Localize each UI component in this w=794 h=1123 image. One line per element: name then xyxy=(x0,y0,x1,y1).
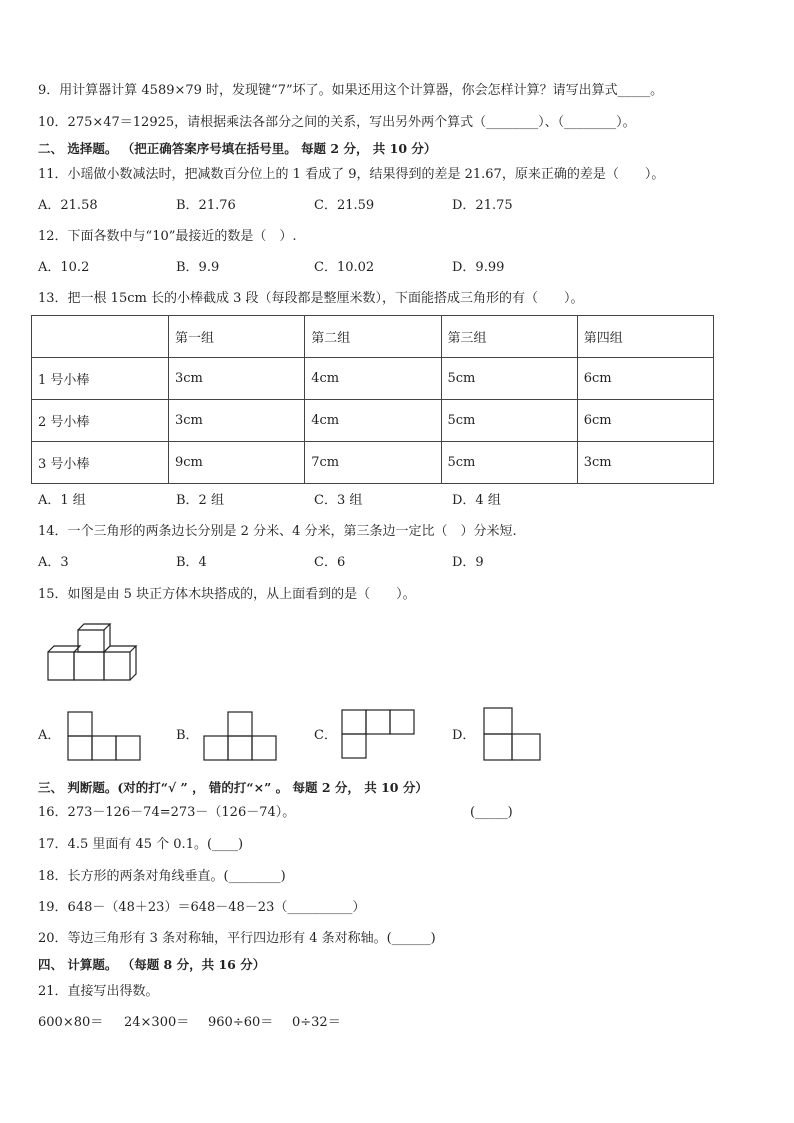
q15-option-d: D． xyxy=(452,728,476,743)
table-header-cell: 第一组 xyxy=(169,316,305,358)
question-16: 16．273－126－74=273－（126－74）。 xyxy=(38,805,296,820)
table-cell: 5cm xyxy=(441,358,577,400)
table-row xyxy=(32,358,714,400)
q15-option-d-view xyxy=(482,706,544,766)
q15-option-b-view xyxy=(202,710,284,766)
calc-item: 0÷32＝ xyxy=(292,1015,341,1030)
table-row xyxy=(32,400,714,442)
question-13-stem: 13．把一根 15cm 长的小棒截成 3 段（每段都是整厘米数），下面能搭成三角形的有（ ）。 xyxy=(38,291,584,306)
q15-option-a-view xyxy=(66,710,146,766)
table-cell: 4cm xyxy=(305,358,441,400)
question-14-stem: 14．一个三角形的两条边长分别是 2 分米、4 分米，第三条边一定比（ ）分米短. xyxy=(38,524,517,539)
q11-option-c: C．21.59 xyxy=(314,198,375,213)
table-header-cell: 第三组 xyxy=(441,316,577,358)
q12-option-a: A．10.2 xyxy=(38,260,90,275)
question-15-stem: 15．如图是由 5 块正方体木块搭成的，从上面看到的是（ ）。 xyxy=(38,587,416,602)
table-cell: 3cm xyxy=(169,358,305,400)
q15-option-c: C． xyxy=(314,728,337,743)
table-header-cell: 第四组 xyxy=(577,316,713,358)
table-header-row xyxy=(32,316,714,358)
q14-option-b: B．4 xyxy=(176,555,207,570)
table-cell: 4cm xyxy=(305,400,441,442)
question-16-blank: (_____) xyxy=(470,805,513,820)
question-19: 19．648－（48＋23）＝648－48－23（__________） xyxy=(38,900,366,915)
calc-item: 960÷60＝ xyxy=(208,1015,274,1030)
calc-item: 24×300＝ xyxy=(124,1015,190,1030)
q14-option-a: A．3 xyxy=(38,555,69,570)
table-cell: 3cm xyxy=(577,442,713,484)
table-cell: 9cm xyxy=(169,442,305,484)
q13-option-c: C．3 组 xyxy=(314,493,363,508)
cube-stack-figure xyxy=(42,620,142,690)
q13-option-a: A．1 组 xyxy=(38,493,86,508)
stick-groups-table xyxy=(31,315,714,484)
q14-option-d: D．9 xyxy=(452,555,484,570)
table-cell: 7cm xyxy=(305,442,441,484)
question-9: 9．用计算器计算 4589×79 时，发现键“7”坏了。如果还用这个计算器，你会怎样计算？请写出算式_____。 xyxy=(38,83,664,98)
q11-option-a: A．21.58 xyxy=(38,198,98,213)
table-cell: 1 号小棒 xyxy=(32,358,169,400)
question-11-stem: 11．小瑶做小数减法时，把减数百分位上的 1 看成了 9，结果得到的差是 21.67，原来正确的差是（ ）。 xyxy=(38,167,665,182)
table-cell: 3 号小棒 xyxy=(32,442,169,484)
table-header-cell xyxy=(32,316,169,358)
table-row xyxy=(32,442,714,484)
q11-option-d: D．21.75 xyxy=(452,198,513,213)
table-cell: 5cm xyxy=(441,442,577,484)
q15-option-c-view xyxy=(340,708,422,764)
table-cell: 2 号小棒 xyxy=(32,400,169,442)
section-4-heading: 四、 计算题。 （每题 8 分，共 16 分） xyxy=(38,957,266,972)
q12-option-b: B．9.9 xyxy=(176,260,220,275)
question-12-stem: 12．下面各数中与“10”最接近的数是（ ）. xyxy=(38,229,297,244)
table-cell: 6cm xyxy=(577,400,713,442)
table-cell: 5cm xyxy=(441,400,577,442)
question-10: 10．275×47＝12925，请根据乘法各部分之间的关系，写出另外两个算式（________）、（________）。 xyxy=(38,115,636,130)
question-18: 18．长方形的两条对角线垂直。(________) xyxy=(38,869,286,884)
table-cell: 3cm xyxy=(169,400,305,442)
q13-option-d: D．4 组 xyxy=(452,493,501,508)
calc-item: 600×80＝ xyxy=(38,1015,104,1030)
question-20: 20．等边三角形有 3 条对称轴，平行四边形有 4 条对称轴。(______) xyxy=(38,931,436,946)
section-2-heading: 二、 选择题。 （把正确答案序号填在括号里。 每题 2 分， 共 10 分） xyxy=(38,141,437,156)
q15-option-a: A． xyxy=(38,728,61,743)
q15-option-b: B． xyxy=(176,728,199,743)
table-header-cell: 第二组 xyxy=(305,316,441,358)
q13-option-b: B．2 组 xyxy=(176,493,224,508)
question-17: 17．4.5 里面有 45 个 0.1。(____) xyxy=(38,837,244,852)
q12-option-c: C．10.02 xyxy=(314,260,375,275)
q14-option-c: C．6 xyxy=(314,555,346,570)
q11-option-b: B．21.76 xyxy=(176,198,236,213)
table-cell: 6cm xyxy=(577,358,713,400)
question-21-stem: 21．直接写出得数。 xyxy=(38,984,159,999)
q12-option-d: D．9.99 xyxy=(452,260,505,275)
section-3-heading: 三、 判断题。(对的打“√ ” ， 错的打“×” 。 每题 2 分， 共 10 分） xyxy=(38,780,428,795)
